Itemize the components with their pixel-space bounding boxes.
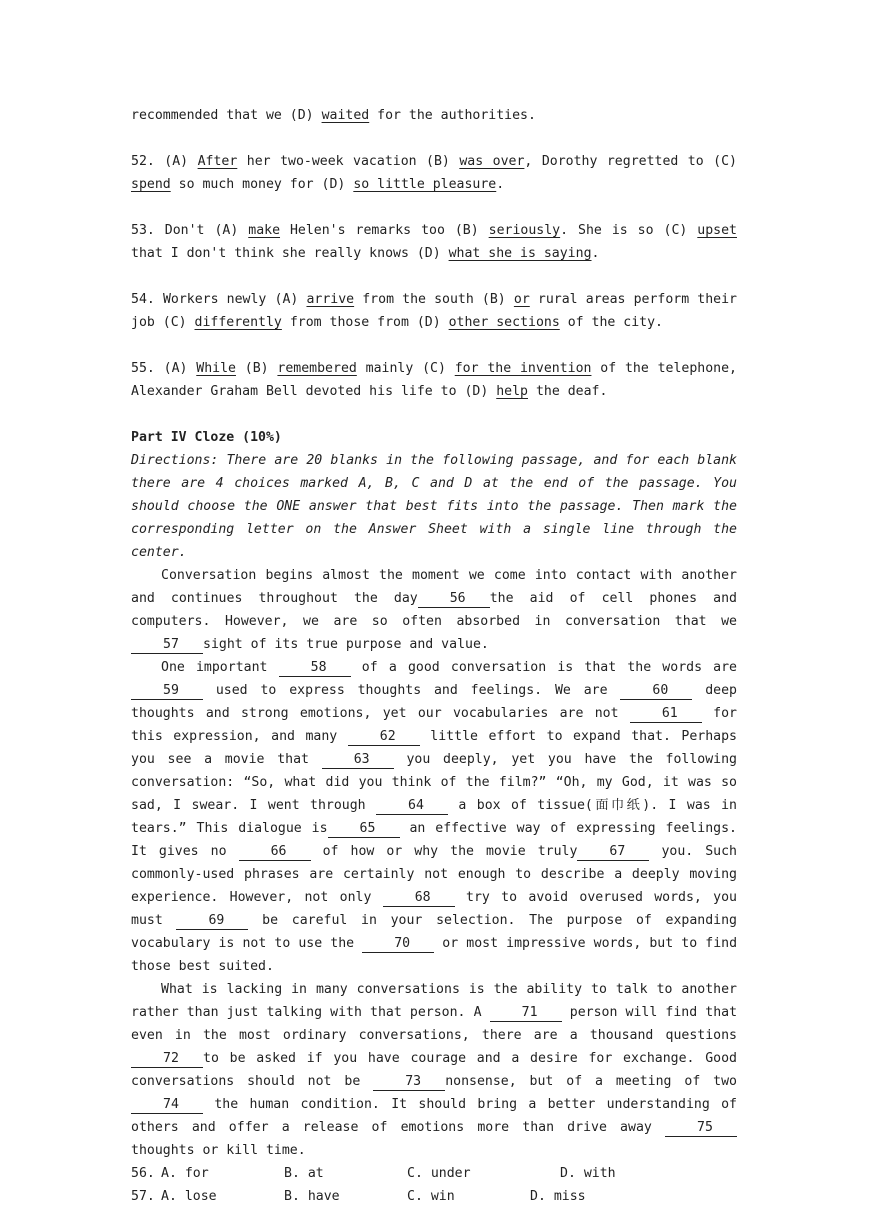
blank-65: 65	[328, 820, 400, 838]
text-segment: little effort to expand that. Perhaps you see a movie that	[131, 729, 737, 767]
blank-56: 56	[418, 590, 490, 608]
text-segment: a box of tissue(面巾纸). I was in tears.” This dialogue is	[131, 798, 737, 836]
blank-74: 74	[131, 1096, 203, 1114]
text-segment: . She is so (C)	[560, 223, 698, 238]
underlined-option: arrive	[306, 292, 355, 307]
text-segment: mainly (C)	[356, 361, 455, 376]
text-segment: What is lacking in many conversations is the ability to talk to another rather than just talking with that person. A	[131, 982, 737, 1020]
text-segment: for this expression, and many	[131, 706, 737, 744]
underlined-option: remembered	[277, 361, 357, 376]
text-segment: from the south (B)	[354, 292, 514, 307]
text-segment: 54. Workers newly (A)	[131, 292, 307, 307]
underlined-option: While	[196, 361, 236, 376]
underlined-option: for the invention	[454, 361, 592, 376]
directions: Directions: There are 20 blanks in the following passage, and for each blank there are 4 choices marked A, B, C and D at the end of the passage. You should choose the ONE answer that best fits into the passage. Then mark the corresponding letter on the Answer Sheet with a single line through the center.	[131, 453, 737, 560]
underlined-option: what she is saying	[448, 246, 592, 261]
text-segment: 52. (A)	[131, 154, 198, 169]
text-segment: , Dorothy regretted to (C)	[524, 154, 737, 169]
underlined-option: spend	[131, 177, 171, 192]
text-segment: you. Such commonly-used phrases are certainly not enough to describe a deeply moving experience. However, not only	[131, 844, 737, 905]
underlined-option: help	[496, 384, 528, 399]
blank-75: 75	[665, 1119, 737, 1137]
option-b: B. have	[284, 1189, 340, 1204]
question-53	[131, 219, 737, 265]
text-segment: .	[591, 246, 600, 261]
blank-72: 72	[131, 1050, 203, 1068]
option-d: D. with	[560, 1166, 616, 1181]
text-segment: sight of its true purpose and value.	[203, 637, 489, 652]
option-list	[131, 1162, 737, 1208]
option-a: A. for	[161, 1166, 209, 1181]
text-segment: person will find that even in the most ordinary conversations, there are a thousand questions	[131, 1005, 738, 1043]
blank-70: 70	[362, 935, 434, 953]
blank-60: 60	[620, 682, 692, 700]
cloze-paragraph-1	[131, 564, 737, 656]
option-c: C. under	[407, 1166, 471, 1181]
underlined-option: seriously	[488, 223, 561, 238]
text-segment: from those from (D)	[281, 315, 449, 330]
text-segment: you deeply, yet you have the following conversation: “So, what did you think of the film?” “Oh, my God, it was so sad, I swear. I went through	[131, 752, 737, 813]
text-segment: deep thoughts and strong emotions, yet our vocabularies are not	[131, 683, 737, 721]
text-segment: Conversation begins almost the moment we come into contact with another and continues throughout the day	[131, 568, 737, 606]
text-segment: the aid of cell phones and computers. However, we are so often absorbed in conversation that we	[131, 591, 737, 629]
cloze-paragraph-2	[131, 656, 737, 978]
text-segment: 55. (A)	[131, 361, 197, 376]
question-54	[131, 288, 737, 334]
option-c: C. win	[407, 1189, 455, 1204]
previous-question-tail	[131, 104, 737, 127]
text-segment: of the city.	[559, 315, 663, 330]
question-55	[131, 357, 737, 403]
text-segment: or most impressive words, but to find those best suited.	[131, 936, 738, 974]
option-number: 56.	[131, 1166, 155, 1181]
text-segment: rural areas perform their job (C)	[131, 292, 737, 330]
text-segment: of the telephone, Alexander Graham Bell devoted his life to (D)	[131, 361, 737, 399]
text-segment: nonsense, but of a meeting of two	[445, 1074, 737, 1089]
blank-64: 64	[376, 797, 448, 815]
text-segment: the human condition. It should bring a better understanding of others and offer a release of emotions more than drive away	[131, 1097, 737, 1135]
underlined-option: upset	[697, 223, 737, 238]
underlined-option: was over	[459, 154, 525, 169]
blank-63: 63	[322, 751, 394, 769]
question-text: for the authorities.	[369, 108, 536, 123]
underlined-option-d: waited	[321, 108, 370, 123]
blank-66: 66	[239, 843, 311, 861]
underlined-option: differently	[194, 315, 282, 330]
blank-71: 71	[490, 1004, 562, 1022]
text-segment: thoughts or kill time.	[131, 1143, 306, 1158]
option-d: D. miss	[530, 1189, 586, 1204]
text-segment: to be asked if you have courage and a desire for exchange. Good conversations should not be	[131, 1051, 737, 1089]
text-segment: used to express thoughts and feelings. We are	[203, 683, 621, 698]
text-segment: the deaf.	[528, 384, 608, 399]
text-segment: be careful in your selection. The purpose of expanding vocabulary is not to use the	[131, 913, 737, 951]
text-segment: an effective way of expressing feelings. It gives no	[131, 821, 737, 859]
blank-73: 73	[373, 1073, 445, 1091]
question-52	[131, 150, 737, 196]
underlined-option: make	[248, 223, 281, 238]
underlined-option: or	[513, 292, 530, 307]
text-segment: her two-week vacation (B)	[237, 154, 460, 169]
cloze-paragraph-3	[131, 978, 737, 1162]
blank-61: 61	[630, 705, 702, 723]
text-segment: Helen's remarks too (B)	[280, 223, 489, 238]
blank-62: 62	[348, 728, 420, 746]
text-segment: that I don't think she really knows (D)	[131, 246, 449, 261]
text-segment: (B)	[235, 361, 278, 376]
question-text: recommended that we (D)	[131, 108, 322, 123]
text-segment: try to avoid overused words, you must	[131, 890, 738, 928]
option-row-57	[131, 1185, 737, 1208]
text-segment: so much money for (D)	[170, 177, 354, 192]
text-segment: 53. Don't (A)	[131, 223, 249, 238]
option-b: B. at	[284, 1166, 324, 1181]
underlined-option: After	[197, 154, 238, 169]
option-number: 57.	[131, 1189, 155, 1204]
text-segment: One important	[161, 660, 279, 675]
option-a: A. lose	[161, 1189, 217, 1204]
underlined-option: so little pleasure	[353, 177, 497, 192]
exam-page	[131, 104, 737, 1208]
part-heading: Part IV Cloze (10%)	[131, 430, 282, 445]
blank-59: 59	[131, 682, 203, 700]
option-row-56	[131, 1162, 737, 1185]
blank-68: 68	[383, 889, 455, 907]
blank-69: 69	[176, 912, 248, 930]
text-segment: of a good conversation is that the words are	[350, 660, 738, 675]
blank-58: 58	[279, 659, 351, 677]
blank-57: 57	[131, 636, 203, 654]
text-segment: .	[496, 177, 505, 192]
blank-67: 67	[577, 843, 649, 861]
text-segment: of how or why the movie truly	[310, 844, 578, 859]
underlined-option: other sections	[448, 315, 560, 330]
